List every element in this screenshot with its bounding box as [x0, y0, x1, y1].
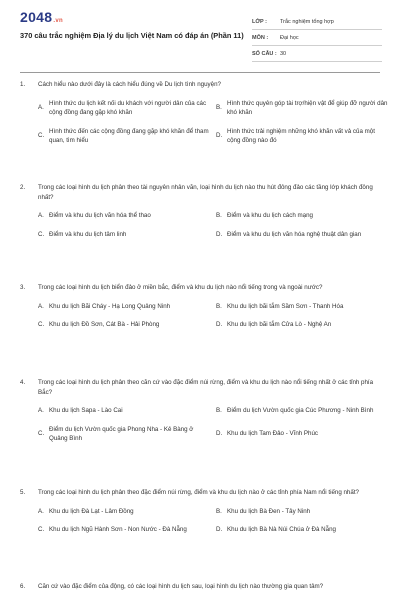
option-letter: A.: [38, 302, 44, 310]
option-c[interactable]: [38, 425, 210, 444]
option-a[interactable]: [38, 302, 210, 312]
option-letter: D.: [216, 526, 223, 533]
option-letter: D.: [216, 321, 223, 328]
option-c[interactable]: [38, 127, 210, 146]
question-number: 1.: [20, 81, 26, 88]
meta-label: LỚP :: [252, 18, 267, 25]
option-b[interactable]: [216, 99, 388, 118]
option-letter: C.: [38, 230, 45, 238]
option-letter: A.: [38, 407, 44, 414]
option-c[interactable]: [38, 525, 210, 535]
option-text: Hình thức trải nghiệm những khó khăn vất vả của một cộng đồng nào đó: [227, 127, 375, 144]
option-letter: D.: [216, 430, 223, 438]
document-meta: [252, 14, 382, 62]
logo-suffix[interactable]: .vn: [53, 18, 63, 24]
meta-row-subject: [252, 30, 382, 46]
option-text: Khu du lịch Ngũ Hành Sơn - Non Nước - Đà Nẵng: [49, 526, 187, 533]
option-text: Điểm và khu du lịch văn hóa thể thao: [49, 212, 151, 219]
document-title: 370 câu trắc nghiệm Địa lý du lịch Việt Nam có đáp án (Phần 11): [20, 31, 244, 40]
option-text: Khu du lịch Bà Nà Núi Chúa ở Đà Nẵng: [227, 526, 336, 533]
option-letter: C.: [38, 430, 45, 438]
question-number: 5.: [20, 489, 26, 496]
meta-label: SỐ CÂU :: [252, 50, 277, 57]
question-text: Trong các loại hình du lịch biển đảo ở miền bắc, điểm và khu du lịch nào nổi tiếng trong và ngoài nước?: [38, 284, 323, 291]
options: [38, 302, 380, 330]
option-text: Điểm và khu du lịch tâm linh: [49, 230, 127, 238]
option-d[interactable]: [216, 525, 388, 535]
option-a[interactable]: [38, 211, 210, 221]
option-letter: B.: [216, 302, 222, 310]
options: [38, 507, 380, 535]
option-letter: A.: [38, 212, 44, 219]
option-c[interactable]: [38, 320, 210, 330]
option-d[interactable]: [216, 320, 388, 330]
meta-value: 30: [280, 50, 287, 57]
option-a[interactable]: [38, 507, 210, 517]
question-stem: [20, 582, 380, 592]
document-header: [0, 0, 400, 70]
option-text: Khu du lịch Đồ Sơn, Cát Bà - Hải Phòng: [49, 321, 160, 328]
question-stem: [20, 378, 380, 397]
option-letter: B.: [216, 407, 222, 414]
option-letter: C.: [38, 526, 45, 533]
options: [38, 211, 380, 239]
option-text: Khu du lịch Bà Đen - Tây Ninh: [227, 507, 311, 515]
question-number: 3.: [20, 284, 26, 291]
options: [38, 99, 388, 146]
question-6: [20, 582, 380, 592]
option-letter: B.: [216, 104, 222, 112]
option-b[interactable]: [216, 406, 388, 416]
option-text: Khu du lịch Tam Đảo - Vĩnh Phúc: [227, 430, 319, 438]
option-text: Điểm và khu du lịch cách mạng: [227, 212, 313, 219]
option-text: Khu du lịch Sapa - Lào Cai: [49, 407, 123, 414]
question-text: Trong các loại hình du lịch phân theo căn cứ vào đặc điểm núi rừng, điểm và khu du lịch nào nổi tiếng nhất ở các tỉnh phía Bắc?: [38, 379, 374, 396]
question-stem: [20, 283, 380, 293]
logo-text[interactable]: 2048: [20, 9, 53, 25]
question-text: Căn cứ vào đặc điểm của động, có các loại hình du lịch sau, loại hình du lịch nào thường gia quan tâm?: [38, 583, 324, 590]
option-letter: C.: [38, 321, 45, 328]
option-text: Điểm và khu du lịch văn hóa nghệ thuật dân gian: [227, 230, 362, 238]
option-b[interactable]: [216, 302, 388, 312]
question-text: Trong các loại hình du lịch phân theo tài nguyên nhân văn, loại hình du lịch nào thu hút đông đảo các tầng lớp khách đông nhất?: [38, 184, 373, 201]
option-text: Khu du lịch Đà Lạt - Lâm Đồng: [49, 507, 134, 515]
option-text: Khu du lịch bãi tắm Cửa Lò - Nghệ An: [227, 321, 332, 328]
question-stem: [20, 488, 380, 498]
meta-label: MÔN :: [252, 34, 269, 41]
option-b[interactable]: [216, 507, 388, 517]
option-b[interactable]: [216, 211, 388, 221]
site-logo[interactable]: [20, 9, 63, 25]
question-number: 6.: [20, 583, 26, 590]
question-5: [20, 488, 380, 535]
question-1: [20, 80, 388, 146]
option-text: Hình thức du lịch kết nối du khách với người dân của các cộng đồng đang gặp khó khăn: [49, 99, 207, 116]
meta-value: Đại học: [280, 34, 299, 41]
question-3: [20, 283, 380, 330]
question-number: 2.: [20, 184, 26, 191]
option-text: Điểm du lịch Vườn quốc gia Cúc Phương - Ninh Bình: [227, 407, 374, 414]
option-a[interactable]: [38, 99, 210, 118]
header-divider: [20, 72, 380, 73]
question-stem: [20, 80, 380, 90]
question-stem: [20, 183, 380, 202]
meta-value: Trắc nghiệm tổng hợp: [280, 18, 334, 25]
question-2: [20, 183, 380, 239]
option-text: Điểm du lịch Vườn quốc gia Phong Nha - Kẻ Bàng ở Quảng Bình: [49, 425, 194, 442]
option-letter: D.: [216, 230, 223, 238]
option-d[interactable]: [216, 425, 388, 444]
question-number: 4.: [20, 379, 26, 386]
option-letter: A.: [38, 507, 44, 515]
options: [38, 406, 380, 444]
option-d[interactable]: [216, 127, 388, 146]
option-letter: B.: [216, 212, 222, 219]
option-text: Hình thức đến các cộng đồng đang gặp khó khăn để tham quan, tìm hiểu: [49, 127, 209, 144]
question-text: Cách hiểu nào dưới đây là cách hiểu đúng về Du lịch tình nguyện?: [38, 81, 221, 88]
option-letter: D.: [216, 132, 223, 140]
option-c[interactable]: [38, 230, 210, 240]
option-letter: B.: [216, 507, 222, 515]
meta-row-count: [252, 46, 382, 62]
option-text: Hình thức quyên góp tài trợ/hiện vật để giúp đỡ người dân khó khăn: [227, 99, 388, 116]
option-letter: A.: [38, 104, 44, 112]
meta-row-class: [252, 14, 382, 30]
option-letter: C.: [38, 132, 45, 140]
option-text: Khu du lịch Bãi Cháy - Hạ Long Quảng Ninh: [49, 302, 171, 310]
option-text: Khu du lịch bãi tắm Sầm Sơn - Thanh Hóa: [227, 302, 344, 310]
question-4: [20, 378, 380, 444]
option-a[interactable]: [38, 406, 210, 416]
option-d[interactable]: [216, 230, 388, 240]
question-text: Trong các loại hình du lịch phân theo đặc điểm núi rừng, điểm và khu du lịch nào ở các tỉnh phía Nam nổi tiếng nhất?: [38, 489, 359, 496]
